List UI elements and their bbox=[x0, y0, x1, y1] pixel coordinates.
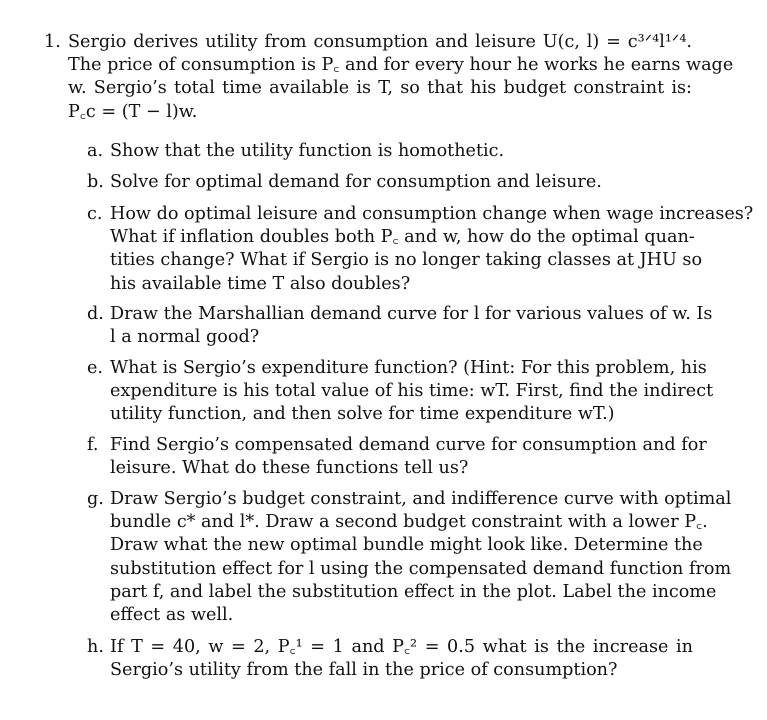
part-line: bundle c* and l*. Draw a second budget constraint with a lower P꜀. bbox=[110, 512, 708, 533]
part-e bbox=[87, 357, 714, 427]
part-label: e. bbox=[87, 358, 104, 378]
part-line: Draw Sergio’s budget constraint, and indifference curve with optimal bbox=[110, 489, 732, 509]
part-line: his available time T also doubles? bbox=[110, 273, 411, 294]
part-label: b. bbox=[87, 172, 104, 192]
part-line: Solve for optimal demand for consumption and leisure. bbox=[110, 172, 602, 192]
part-line: effect as well. bbox=[110, 605, 234, 626]
part-line: What if inflation doubles both P꜀ and w, how do the optimal quan- bbox=[110, 227, 695, 248]
intro-line: Sergio derives utility from consumption and leisure U(c, l) = c³ᐟ⁴l¹ᐟ⁴. bbox=[68, 32, 692, 52]
part-label: c. bbox=[87, 204, 103, 224]
part-label: f. bbox=[87, 435, 99, 455]
part-label: a. bbox=[87, 141, 104, 161]
part-line: If T = 40, w = 2, P꜀¹ = 1 and P꜀² = 0.5 what is the increase in bbox=[110, 637, 693, 657]
intro-line: P꜀c = (T − l)w. bbox=[68, 101, 198, 122]
part-d bbox=[87, 303, 713, 349]
part-line: Sergio’s utility from the fall in the price of consumption? bbox=[110, 660, 618, 681]
part-line: Show that the utility function is homothetic. bbox=[110, 141, 505, 161]
part-line: Find Sergio’s compensated demand curve for consumption and for bbox=[110, 435, 707, 455]
part-line: tities change? What if Sergio is no longer taking classes at JHU so bbox=[110, 250, 703, 271]
part-line: Draw what the new optimal bundle might look like. Determine the bbox=[110, 535, 703, 556]
part-line: Draw the Marshallian demand curve for l for various values of w. Is bbox=[110, 304, 713, 324]
part-line: leisure. What do these functions tell us? bbox=[110, 458, 469, 479]
part-line: How do optimal leisure and consumption change when wage increases? bbox=[110, 204, 754, 224]
part-b bbox=[87, 171, 693, 194]
problem-1 bbox=[44, 31, 734, 124]
part-g bbox=[87, 488, 732, 627]
part-line: expenditure is his total value of his time: wT. First, find the indirect bbox=[110, 381, 714, 402]
part-h bbox=[87, 636, 693, 682]
part-label: d. bbox=[87, 304, 104, 324]
part-line: part f, and label the substitution effect in the plot. Label the income bbox=[110, 581, 717, 602]
problem-intro bbox=[68, 31, 734, 124]
intro-line: The price of consumption is P꜀ and for every hour he works he earns wage bbox=[68, 55, 734, 76]
part-c bbox=[87, 203, 754, 296]
part-label: g. bbox=[87, 489, 104, 509]
part-a bbox=[87, 140, 693, 163]
part-line: substitution effect for l using the compensated demand function from bbox=[110, 558, 732, 579]
part-line: l a normal good? bbox=[110, 327, 260, 348]
intro-line: w. Sergio’s total time available is T, so that his budget constraint is: bbox=[68, 78, 692, 99]
part-f bbox=[87, 434, 707, 480]
part-label: h. bbox=[87, 637, 104, 657]
part-line: utility function, and then solve for time expenditure wT.) bbox=[110, 404, 615, 425]
part-line: What is Sergio’s expenditure function? (Hint: For this problem, his bbox=[110, 358, 707, 378]
problem-number: 1. bbox=[44, 32, 61, 52]
